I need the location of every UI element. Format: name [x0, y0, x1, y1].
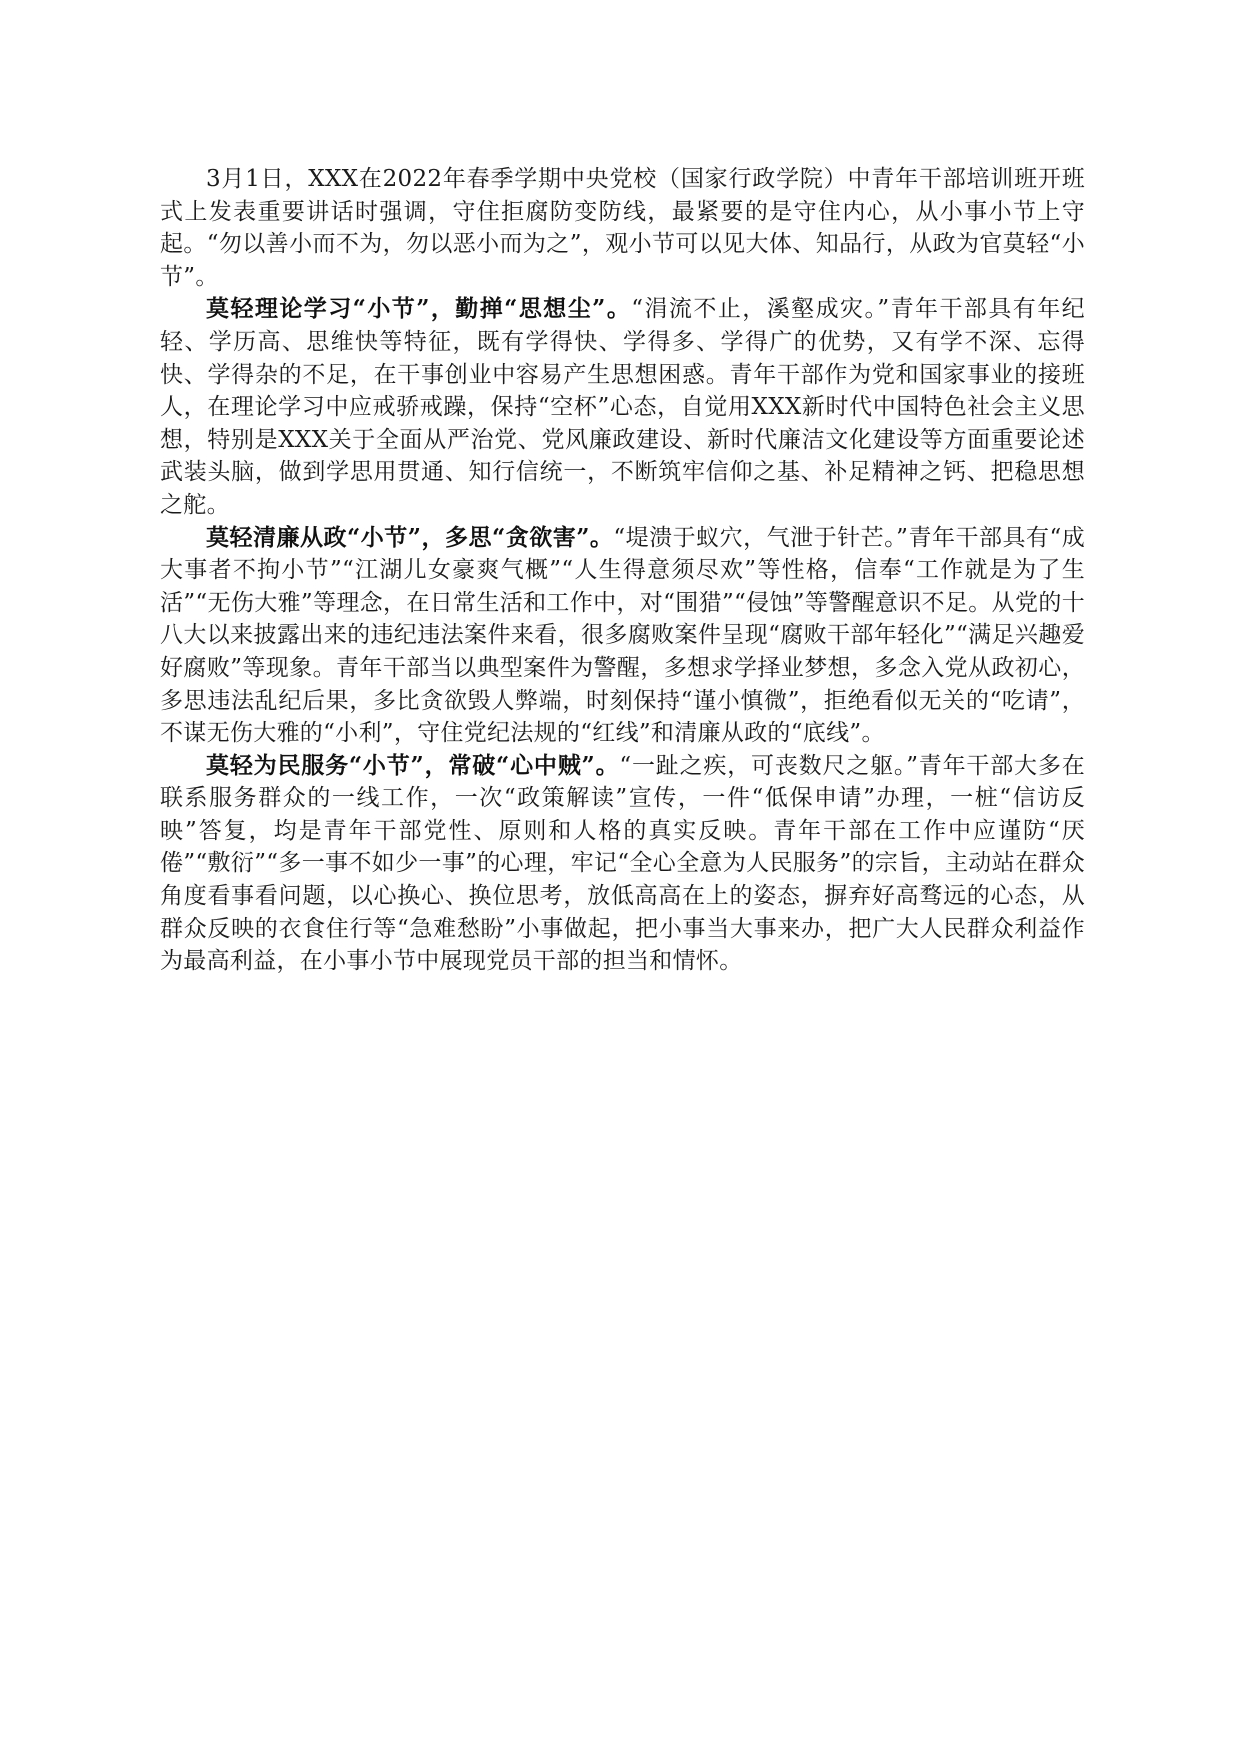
paragraph-lead: 莫轻为民服务“小节”，常破“心中贼”。: [206, 751, 620, 779]
paragraph-lead: 莫轻清廉从政“小节”，多思“贪欲害”。: [206, 523, 614, 551]
paragraph-text: “堤溃于蚁穴，气泄于针芒。”青年干部具有“成大事者不拘小节”“江湖儿女豪爽气概”“人生得意须尽欢”等性格，信奉“工作就是为了生活”“无伤大雅”等理念，在日常生活和工作中，对“围猎”“侵蚀”等警醒意识不足。从党的十八大以来披露出来的违纪违法案件来看，很多腐败案件呈现“腐败干部年轻化”“满足兴趣爱好腐败”等现象。青年干部当以典型案件为警醒，多想求学择业梦想，多念入党从政初心，多思违法乱纪后果，多比贪欲毁人弊端，时刻保持“谨小慎微”，拒绝看似无关的“吃请”，不谋无伤大雅的“小利”，守住党纪法规的“红线”和清廉从政的“底线”。: [160, 524, 1085, 747]
paragraph-text: “一趾之疾，可丧数尺之躯。”青年干部大多在联系服务群众的一线工作，一次“政策解读”宣传，一件“低保申请”办理，一桩“信访反映”答复，均是青年干部党性、原则和人格的真实反映。青年干部在工作中应谨防“厌倦”“敷衍”“多一事不如少一事”的心理，牢记“全心全意为人民服务”的宗旨，主动站在群众角度看事看问题，以心换心、换位思考，放低高高在上的姿态，摒弃好高骛远的心态，从群众反映的衣食住行等“急难愁盼”小事做起，把小事当大事来办，把广大人民群众利益作为最高利益，在小事小节中展现党员干部的担当和情怀。: [160, 752, 1085, 975]
paragraph-text: “涓流不止，溪壑成灾。”青年干部具有年纪轻、学历高、思维快等特征，既有学得快、学得多、学得广的优势，又有学不深、忘得快、学得杂的不足，在干事创业中容易产生思想困惑。青年干部作为党和国家事业的接班人，在理论学习中应戒骄戒躁，保持“空杯”心态，自觉用XXX新时代中国特色社会主义思想，特别是XXX关于全面从严治党、党风廉政建设、新时代廉洁文化建设等方面重要论述武装头脑，做到学思用贯通、知行信统一，不断筑牢信仰之基、补足精神之钙、把稳思想之舵。: [160, 296, 1085, 518]
paragraph-text: 3月1日，XXX在2022年春季学期中央党校（国家行政学院）中青年干部培训班开班式上发表重要讲话时强调，守住拒腐防变防线，最紧要的是守住内心，从小事小节上守起。“勿以善小而不为，勿以恶小而为之”，观小节可以见大体、知品行，从政为官莫轻“小节”。: [160, 166, 1085, 290]
paragraph-clean-governance: [160, 522, 1085, 750]
paragraph-intro: [160, 163, 1085, 293]
document-body: [160, 163, 1085, 978]
paragraph-serve-people: [160, 750, 1085, 978]
paragraph-theory-study: [160, 293, 1085, 521]
paragraph-lead: 莫轻理论学习“小节”，勤掸“思想尘”。: [206, 295, 632, 323]
